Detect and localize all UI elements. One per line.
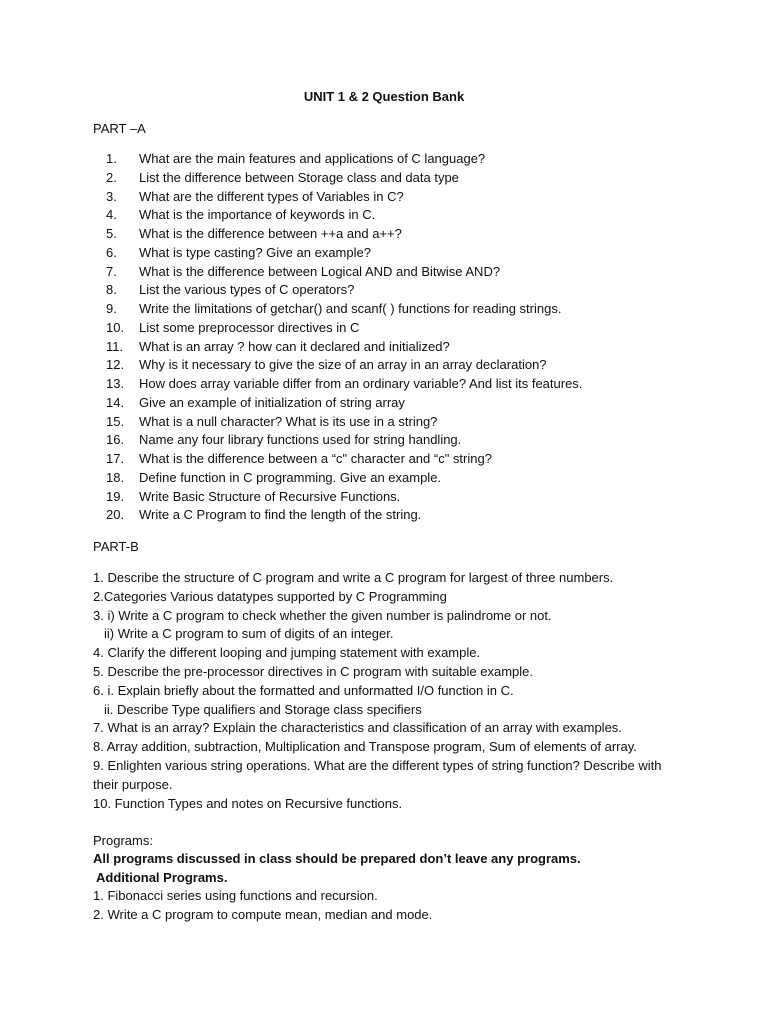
programs-note: All programs discussed in class should be prepared don’t leave any programs. xyxy=(93,851,581,867)
list-item: 8. Array addition, subtraction, Multiplication and Transpose program, Sum of elements of array. xyxy=(93,739,637,755)
list-item: 18. Define function in C programming. Give an example. xyxy=(106,469,442,485)
list-item: 7. What is the difference between Logical AND and Bitwise AND? xyxy=(106,263,501,279)
list-item: 7. What is an array? Explain the characteristics and classification of an array with examples. xyxy=(93,720,622,736)
list-item: 1. What are the main features and applications of C language? xyxy=(106,151,486,166)
list-item: 20. Write a C Program to find the length of the string. xyxy=(106,507,422,523)
list-item: 16. Name any four library functions used for string handling. xyxy=(106,432,462,448)
list-item: 11. What is an array ? how can it declared and initialized? xyxy=(106,338,450,354)
list-item: 5. What is the difference between ++a and a++? xyxy=(106,226,402,241)
programs-heading: Programs: xyxy=(93,833,153,848)
list-item: 3. i) Write a C program to check whether the given number is palindrome or not. xyxy=(93,607,552,623)
list-item: 9. Enlighten various string operations. What are the different types of string function? Describe with their purpose. xyxy=(93,757,662,792)
list-item: ii) Write a C program to sum of digits of an integer. xyxy=(104,626,394,642)
list-item: 6. i. Explain briefly about the formatted and unformatted I/O function in C. xyxy=(93,682,514,698)
list-item: 4. What is the importance of keywords in C. xyxy=(106,207,376,223)
part-b-heading: PART-B xyxy=(93,539,139,554)
list-item: 6. What is type casting? Give an example? xyxy=(106,244,371,260)
list-item: 10. Function Types and notes on Recursive functions. xyxy=(93,795,403,811)
list-item: ii. Describe Type qualifiers and Storage class specifiers xyxy=(104,701,422,717)
list-item: 10. List some preprocessor directives in C xyxy=(106,319,360,335)
list-item: 1. Describe the structure of C program and write a C program for largest of three numbers. xyxy=(93,570,614,585)
list-item: 3. What are the different types of Variables in C? xyxy=(106,188,404,204)
list-item: 5. Describe the pre-processor directives in C program with suitable example. xyxy=(93,663,534,679)
list-item: 13. How does array variable differ from an ordinary variable? And list its features. xyxy=(106,376,583,391)
list-item: 17. What is the difference between a “c" character and “c" string? xyxy=(106,451,492,466)
list-item: 14. Give an example of initialization of string array xyxy=(106,394,405,410)
list-item: 2.Categories Various datatypes supported by C Programming xyxy=(93,588,447,604)
list-item: 15. What is a null character? What is its use in a string? xyxy=(106,413,438,429)
programs-section xyxy=(93,832,693,924)
list-item: 8. List the various types of C operators? xyxy=(106,282,355,298)
list-item: 1. Fibonacci series using functions and recursion. xyxy=(93,888,378,904)
list-item: 9. Write the limitations of getchar() and scanf( ) functions for reading strings. xyxy=(106,301,562,316)
list-item: 4. Clarify the different looping and jumping statement with example. xyxy=(93,645,481,661)
part-a-question-list xyxy=(106,150,582,525)
document-title: UNIT 1 & 2 Question Bank xyxy=(303,89,465,104)
list-item: 19. Write Basic Structure of Recursive Functions. xyxy=(106,488,401,504)
part-b-question-list xyxy=(93,569,683,813)
additional-programs-heading: Additional Programs. xyxy=(96,869,228,885)
list-item: 2. Write a C program to compute mean, median and mode. xyxy=(93,906,433,922)
part-a-heading: PART –A xyxy=(93,121,146,136)
list-item: 12. Why is it necessary to give the size of an array in an array declaration? xyxy=(106,357,547,373)
list-item: 2. List the difference between Storage class and data type xyxy=(106,169,459,185)
